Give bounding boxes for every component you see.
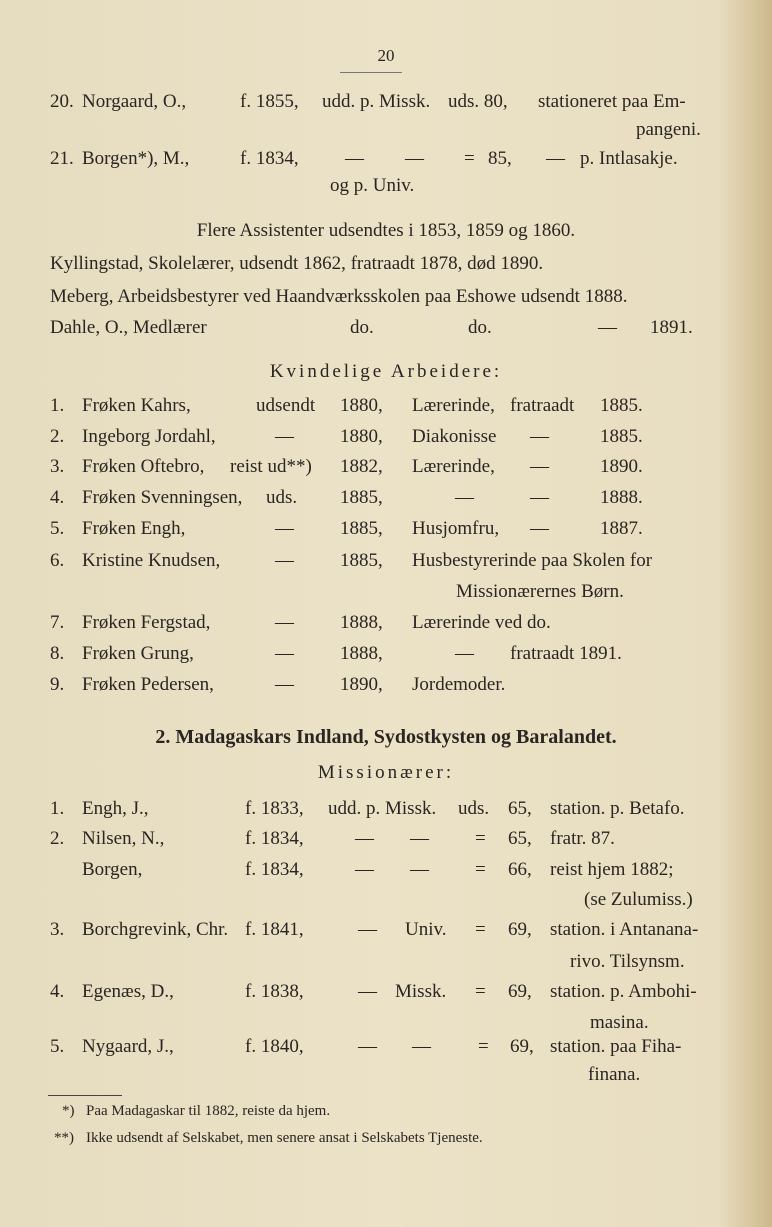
row-end: 1890. (600, 456, 643, 477)
ditto-dash: — (410, 859, 429, 880)
assistant-name: Dahle, O., Medlærer (50, 317, 207, 338)
row-number: 2. (50, 828, 65, 849)
ditto-mark: = (475, 859, 486, 880)
footnote-rule (48, 1095, 122, 1096)
ditto-mark: = (475, 828, 486, 849)
row-sent-label: uds. (458, 798, 490, 819)
row-note: station. paa Fiha- (550, 1036, 682, 1057)
row-year: 1888, (340, 612, 383, 633)
row-note: station. i Antanana- (550, 919, 699, 940)
row-status: — (530, 518, 549, 539)
entry-sent: 85, (488, 148, 512, 169)
row-role: — (455, 487, 474, 508)
entry-number: 21. (50, 148, 74, 169)
row-role-cont: Missionærernes Børn. (456, 581, 624, 602)
row-name: Frøken Pedersen, (82, 674, 214, 695)
row-number: 5. (50, 1036, 65, 1057)
row-sent: — (275, 643, 294, 664)
missionaries-heading: Missionærer: (317, 762, 455, 783)
women-row (0, 517, 772, 543)
row-role: Husbestyrerinde paa Skolen for (412, 550, 653, 571)
page-number-rule (340, 72, 402, 73)
missionary-row (0, 980, 772, 1006)
row-name: Frøken Engh, (82, 518, 186, 539)
ditto-mark: = (478, 1036, 489, 1057)
row-name: Egenæs, D., (82, 981, 174, 1002)
women-row (0, 394, 772, 420)
row-born: f. 1838, (245, 981, 304, 1002)
row-number: 1. (50, 798, 65, 819)
row-name: Frøken Svenningsen, (82, 487, 243, 508)
row-number: 3. (50, 919, 65, 940)
row-name: Kristine Knudsen, (82, 550, 221, 571)
row-number: 4. (50, 981, 65, 1002)
ditto-dash: — (345, 148, 364, 169)
row-year: 1882, (340, 456, 383, 477)
row-education: udd. p. Missk. (328, 798, 437, 819)
row-status: — (530, 487, 549, 508)
row-name: Borgen, (82, 859, 143, 880)
ditto-dash: — (598, 317, 617, 338)
section-heading: 2. Madagaskars Indland, Sydostkysten og Baralandet. (155, 726, 617, 748)
women-heading: Kvindelige Arbeidere: (269, 361, 503, 382)
ditto-dash: — (405, 148, 424, 169)
row-sent: 65, (508, 798, 532, 819)
entry-name: Norgaard, O., (82, 91, 187, 112)
row-end: 1887. (600, 518, 643, 539)
women-row (0, 611, 772, 637)
row-year: 1890, (340, 674, 383, 695)
entry-name: Borgen*), M., (82, 148, 190, 169)
entry-note: p. Intlasakje. (580, 148, 678, 169)
ditto-mark: = (475, 919, 486, 940)
row-name: Ingeborg Jordahl, (82, 426, 216, 447)
row-status: fratraadt (510, 395, 575, 416)
row-born: f. 1834, (245, 828, 304, 849)
row-number: 6. (50, 550, 65, 571)
assistant-line: Kyllingstad, Skolelærer, udsendt 1862, fratraadt 1878, død 1890. (50, 253, 544, 274)
ditto-dash: — (358, 919, 377, 940)
row-role: Lærerinde ved do. (412, 612, 551, 633)
women-row (0, 486, 772, 512)
row-education: Univ. (405, 919, 447, 940)
row-name: Frøken Grung, (82, 643, 194, 664)
row-status: — (530, 426, 549, 447)
footnote-text: Paa Madagaskar til 1882, reiste da hjem. (86, 1103, 331, 1119)
missionary-row (0, 858, 772, 884)
missionary-row (0, 797, 772, 823)
row-role: Jordemoder. (412, 674, 506, 695)
row-year: 1888, (340, 643, 383, 664)
footnote-text: Ikke udsendt af Selskabet, men senere ansat i Selskabets Tjeneste. (86, 1130, 483, 1146)
missionary-row (0, 918, 772, 944)
missionary-row (0, 1035, 772, 1061)
row-name: Nilsen, N., (82, 828, 165, 849)
row-note: reist hjem 1882; (550, 859, 674, 880)
row-end: 1885. (600, 395, 643, 416)
row-sent: 69, (508, 919, 532, 940)
footnote-mark: *) (62, 1103, 75, 1119)
assistant-line (0, 316, 772, 342)
row-note-cont: rivo. Tilsynsm. (570, 951, 685, 972)
entry-row (0, 147, 772, 173)
row-born: f. 1833, (245, 798, 304, 819)
row-number: 7. (50, 612, 65, 633)
row-name: Borchgrevink, Chr. (82, 919, 229, 940)
row-number: 5. (50, 518, 65, 539)
row-number: 8. (50, 643, 65, 664)
row-year: 1885, (340, 487, 383, 508)
row-note: fratr. 87. (550, 828, 615, 849)
ditto-dash: — (546, 148, 565, 169)
row-end: 1888. (600, 487, 643, 508)
women-row (0, 549, 772, 575)
row-born: f. 1841, (245, 919, 304, 940)
row-status: fratraadt 1891. (510, 643, 622, 664)
entry-number: 20. (50, 91, 74, 112)
row-sent: 69, (510, 1036, 534, 1057)
footnote (0, 1126, 772, 1152)
women-row (0, 455, 772, 481)
row-sent: — (275, 426, 294, 447)
row-number: 4. (50, 487, 65, 508)
row-note-cont: (se Zulumiss.) (584, 889, 693, 910)
row-name: Frøken Oftebro, (82, 456, 205, 477)
row-number: 3. (50, 456, 65, 477)
row-note: station. p. Betafo. (550, 798, 685, 819)
women-row (0, 642, 772, 668)
row-number: 1. (50, 395, 65, 416)
row-born: f. 1840, (245, 1036, 304, 1057)
footnote-mark: **) (54, 1130, 74, 1146)
missionary-row (0, 827, 772, 853)
ditto-dash: — (358, 981, 377, 1002)
row-sent: — (275, 550, 294, 571)
row-role: Husjomfru, (412, 518, 500, 539)
entry-note-cont: pangeni. (636, 119, 701, 140)
women-row (0, 425, 772, 451)
entry-row (0, 90, 772, 116)
row-sent: udsendt (256, 395, 316, 416)
entry-education: udd. p. Missk. (322, 91, 431, 112)
row-sent: 66, (508, 859, 532, 880)
row-number: 9. (50, 674, 65, 695)
row-role: Lærerinde, (412, 456, 495, 477)
row-end: 1885. (600, 426, 643, 447)
row-year: 1885, (340, 550, 383, 571)
row-sent: uds. (266, 487, 298, 508)
row-year: 1880, (340, 395, 383, 416)
row-sent: — (275, 612, 294, 633)
ditto-dash: — (358, 1036, 377, 1057)
assistants-heading: Flere Assistenter udsendtes i 1853, 1859 og 1860. (196, 220, 576, 241)
ditto-dash: — (355, 859, 374, 880)
row-role: Lærerinde, (412, 395, 495, 416)
row-sent: 65, (508, 828, 532, 849)
entry-sent: uds. 80, (448, 91, 508, 112)
row-role: Diakonisse (412, 426, 497, 447)
row-name: Frøken Fergstad, (82, 612, 211, 633)
row-number: 2. (50, 426, 65, 447)
entry-born: f. 1855, (240, 91, 299, 112)
assistant-year: 1891. (650, 317, 693, 338)
page-number: 20 (377, 46, 395, 65)
row-note: station. p. Ambohi- (550, 981, 697, 1002)
ditto-dash: — (355, 828, 374, 849)
row-sent: 69, (508, 981, 532, 1002)
ditto: do. (468, 317, 492, 338)
women-row (0, 673, 772, 699)
row-name: Frøken Kahrs, (82, 395, 191, 416)
row-sent: — (275, 674, 294, 695)
row-name: Nygaard, J., (82, 1036, 174, 1057)
row-education: Missk. (395, 981, 447, 1002)
ditto-dash: — (412, 1036, 431, 1057)
ditto: do. (350, 317, 374, 338)
ditto-mark: = (464, 148, 475, 169)
row-sent: reist ud**) (230, 456, 312, 477)
row-role: — (455, 643, 474, 664)
entry-note: stationeret paa Em- (538, 91, 686, 112)
ditto-mark: = (475, 981, 486, 1002)
row-year: 1885, (340, 518, 383, 539)
entry-born: f. 1834, (240, 148, 299, 169)
row-note-cont: finana. (588, 1064, 641, 1085)
assistant-line: Meberg, Arbeidsbestyrer ved Haandværksskolen paa Eshowe udsendt 1888. (50, 286, 628, 307)
row-name: Engh, J., (82, 798, 149, 819)
footnote (0, 1099, 772, 1125)
row-status: — (530, 456, 549, 477)
row-born: f. 1834, (245, 859, 304, 880)
row-sent: — (275, 518, 294, 539)
row-note-cont: masina. (590, 1012, 649, 1033)
row-year: 1880, (340, 426, 383, 447)
ditto-dash: — (410, 828, 429, 849)
entry-note-cont: og p. Univ. (330, 175, 415, 196)
